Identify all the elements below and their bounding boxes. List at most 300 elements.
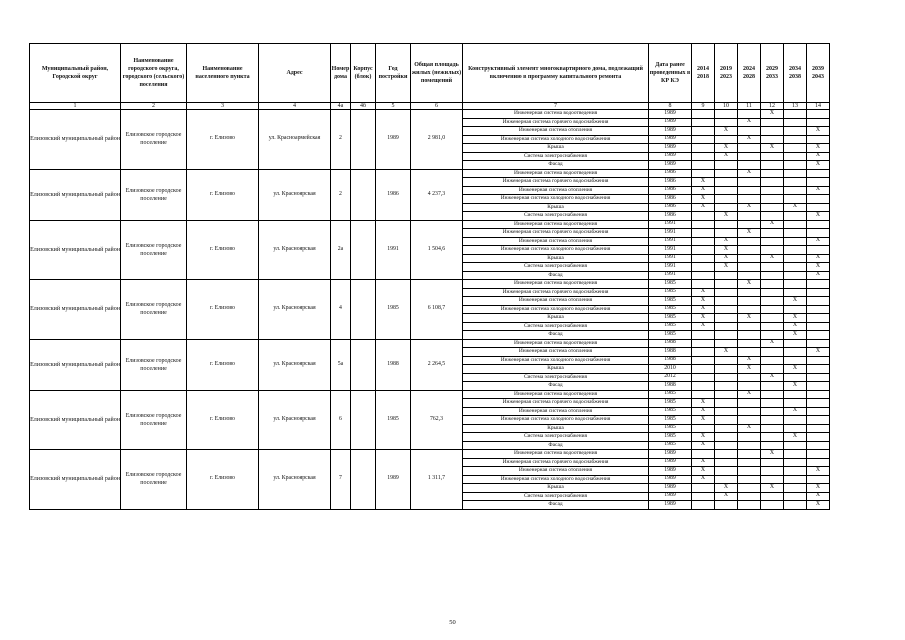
structural-element-cell: Инженерная система отопления: [463, 348, 649, 357]
period-mark-cell: [761, 246, 784, 255]
house-number-cell: 5а: [331, 339, 351, 390]
period-mark-cell: X: [692, 475, 715, 484]
structural-element-cell: Инженерная система водоотведения: [463, 339, 649, 348]
period-mark-cell: [761, 161, 784, 170]
period-mark-cell: [715, 467, 738, 476]
period-mark-cell: [784, 220, 807, 229]
previous-repair-date-cell: 1986: [649, 203, 692, 212]
period-mark-cell: [784, 441, 807, 450]
period-mark-cell: X: [692, 407, 715, 416]
period-mark-cell: [784, 169, 807, 178]
period-mark-cell: [715, 390, 738, 399]
previous-repair-date-cell: 1989: [649, 475, 692, 484]
period-mark-cell: [761, 135, 784, 144]
period-mark-cell: [807, 229, 830, 238]
period-mark-cell: [715, 135, 738, 144]
block-cell: [351, 110, 376, 170]
period-mark-cell: [807, 339, 830, 348]
period-mark-cell: [761, 127, 784, 136]
period-mark-cell: X: [692, 433, 715, 442]
header-period-2024-2028: 2024 2028: [738, 44, 761, 103]
header-area: Общая площадь жилых (нежилых) помещений: [411, 44, 463, 103]
previous-repair-date-cell: 1988: [649, 356, 692, 365]
period-mark-cell: [784, 416, 807, 425]
structural-element-cell: Инженерная система отопления: [463, 407, 649, 416]
previous-repair-date-cell: 1985: [649, 407, 692, 416]
period-mark-cell: [715, 195, 738, 204]
period-mark-cell: X: [692, 441, 715, 450]
column-number: 5: [376, 103, 411, 110]
period-mark-cell: [738, 288, 761, 297]
period-mark-cell: [715, 501, 738, 510]
structural-element-cell: Крыша: [463, 144, 649, 153]
period-mark-cell: [692, 492, 715, 501]
structural-element-cell: Инженерная система водоотведения: [463, 110, 649, 119]
period-mark-cell: [738, 220, 761, 229]
period-mark-cell: X: [738, 356, 761, 365]
structural-element-cell: Инженерная система отопления: [463, 127, 649, 136]
period-mark-cell: X: [692, 195, 715, 204]
house-number-cell: 7: [331, 450, 351, 510]
period-mark-cell: X: [807, 348, 830, 357]
period-mark-cell: [692, 161, 715, 170]
period-mark-cell: X: [738, 169, 761, 178]
house-number-cell: 6: [331, 390, 351, 450]
structural-element-cell: Система электроснабжения: [463, 492, 649, 501]
house-number-cell: 4: [331, 280, 351, 340]
previous-repair-date-cell: 1989: [649, 484, 692, 493]
period-mark-cell: [784, 424, 807, 433]
period-mark-cell: [761, 382, 784, 391]
house-number-cell: 2: [331, 169, 351, 220]
period-mark-cell: [784, 467, 807, 476]
locality-cell: г. Елизово: [187, 220, 259, 280]
period-mark-cell: [761, 458, 784, 467]
build-year-cell: 1988: [376, 339, 411, 390]
period-mark-cell: [715, 305, 738, 314]
previous-repair-date-cell: 1985: [649, 331, 692, 340]
period-mark-cell: [738, 399, 761, 408]
previous-repair-date-cell: 1985: [649, 305, 692, 314]
period-mark-cell: [692, 501, 715, 510]
period-mark-cell: [784, 271, 807, 280]
column-number: 8: [649, 103, 692, 110]
period-mark-cell: X: [692, 288, 715, 297]
structural-element-cell: Система электроснабжения: [463, 152, 649, 161]
period-mark-cell: [692, 254, 715, 263]
area-cell: 762,3: [411, 390, 463, 450]
period-mark-cell: [738, 492, 761, 501]
period-mark-cell: [761, 365, 784, 374]
period-mark-cell: [738, 450, 761, 459]
period-mark-cell: [761, 390, 784, 399]
structural-element-cell: Крыша: [463, 314, 649, 323]
previous-repair-date-cell: 1989: [649, 127, 692, 136]
period-mark-cell: [692, 127, 715, 136]
period-mark-cell: X: [807, 186, 830, 195]
period-mark-cell: [692, 144, 715, 153]
column-number: 12: [761, 103, 784, 110]
period-mark-cell: [807, 178, 830, 187]
period-mark-cell: [807, 322, 830, 331]
period-mark-cell: [807, 195, 830, 204]
previous-repair-date-cell: 1989: [649, 501, 692, 510]
previous-repair-date-cell: 1985: [649, 288, 692, 297]
period-mark-cell: [761, 195, 784, 204]
district-cell: Елизовский муниципальный район: [30, 169, 121, 220]
period-mark-cell: [692, 390, 715, 399]
period-mark-cell: [761, 441, 784, 450]
period-mark-cell: [715, 110, 738, 119]
street-cell: ул. Красноярская: [259, 450, 331, 510]
period-mark-cell: [761, 331, 784, 340]
period-mark-cell: X: [761, 373, 784, 382]
period-mark-cell: [738, 246, 761, 255]
period-mark-cell: X: [738, 280, 761, 289]
table-row: [30, 169, 830, 178]
period-mark-cell: [761, 407, 784, 416]
period-mark-cell: X: [738, 314, 761, 323]
page-number: 50: [449, 619, 456, 626]
previous-repair-date-cell: 1985: [649, 433, 692, 442]
period-mark-cell: X: [784, 314, 807, 323]
period-mark-cell: [692, 220, 715, 229]
structural-element-cell: Инженерная система горячего водоснабжения: [463, 458, 649, 467]
period-mark-cell: [761, 237, 784, 246]
period-mark-cell: [715, 322, 738, 331]
period-mark-cell: [692, 263, 715, 272]
period-mark-cell: [738, 152, 761, 161]
previous-repair-date-cell: 1985: [649, 390, 692, 399]
area-cell: 2 981,0: [411, 110, 463, 170]
period-mark-cell: [784, 195, 807, 204]
period-mark-cell: [807, 203, 830, 212]
period-mark-cell: [761, 169, 784, 178]
period-mark-cell: [692, 229, 715, 238]
column-number: 13: [784, 103, 807, 110]
period-mark-cell: [738, 339, 761, 348]
period-mark-cell: [807, 314, 830, 323]
previous-repair-date-cell: 1986: [649, 195, 692, 204]
period-mark-cell: [784, 144, 807, 153]
period-mark-cell: X: [738, 390, 761, 399]
period-mark-cell: [761, 203, 784, 212]
period-mark-cell: [807, 399, 830, 408]
period-mark-cell: [692, 331, 715, 340]
column-number: 4: [259, 103, 331, 110]
previous-repair-date-cell: 1991: [649, 254, 692, 263]
structural-element-cell: Система электроснабжения: [463, 322, 649, 331]
period-mark-cell: X: [738, 229, 761, 238]
period-mark-cell: [807, 407, 830, 416]
period-mark-cell: [784, 356, 807, 365]
structural-element-cell: Инженерная система горячего водоснабжения: [463, 399, 649, 408]
structural-element-cell: Инженерная система горячего водоснабжения: [463, 178, 649, 187]
structural-element-cell: Инженерная система холодного водоснабжения: [463, 416, 649, 425]
period-mark-cell: [738, 178, 761, 187]
structural-element-cell: Инженерная система горячего водоснабжения: [463, 118, 649, 127]
period-mark-cell: X: [784, 331, 807, 340]
period-mark-cell: X: [807, 144, 830, 153]
previous-repair-date-cell: 1989: [649, 161, 692, 170]
structural-element-cell: Инженерная система водоотведения: [463, 390, 649, 399]
period-mark-cell: [807, 169, 830, 178]
capital-repair-table: [29, 43, 830, 510]
period-mark-cell: [784, 348, 807, 357]
period-mark-cell: [784, 127, 807, 136]
street-cell: ул. Красноармейская: [259, 110, 331, 170]
previous-repair-date-cell: 1988: [649, 382, 692, 391]
period-mark-cell: [784, 254, 807, 263]
period-mark-cell: X: [738, 203, 761, 212]
locality-cell: г. Елизово: [187, 280, 259, 340]
period-mark-cell: X: [692, 314, 715, 323]
period-mark-cell: [761, 305, 784, 314]
period-mark-cell: [807, 288, 830, 297]
period-mark-cell: [738, 382, 761, 391]
period-mark-cell: [738, 331, 761, 340]
period-mark-cell: [692, 246, 715, 255]
period-mark-cell: [784, 373, 807, 382]
period-mark-cell: [738, 297, 761, 306]
period-mark-cell: [715, 458, 738, 467]
settlement-cell: Елизовское городское поселение: [121, 169, 187, 220]
period-mark-cell: [692, 382, 715, 391]
period-mark-cell: [738, 484, 761, 493]
period-mark-cell: [715, 271, 738, 280]
period-mark-cell: X: [738, 365, 761, 374]
period-mark-cell: [715, 280, 738, 289]
column-number-row: [30, 103, 830, 110]
table-row: [30, 220, 830, 229]
block-cell: [351, 280, 376, 340]
street-cell: ул. Красноярская: [259, 339, 331, 390]
period-mark-cell: X: [692, 399, 715, 408]
period-mark-cell: [807, 331, 830, 340]
period-mark-cell: X: [761, 339, 784, 348]
period-mark-cell: [738, 373, 761, 382]
period-mark-cell: [715, 297, 738, 306]
period-mark-cell: [692, 484, 715, 493]
period-mark-cell: X: [761, 484, 784, 493]
period-mark-cell: [784, 152, 807, 161]
period-mark-cell: [784, 229, 807, 238]
period-mark-cell: X: [807, 127, 830, 136]
table-body: [30, 110, 830, 510]
period-mark-cell: [692, 280, 715, 289]
header-row: [30, 44, 830, 103]
period-mark-cell: [761, 356, 784, 365]
period-mark-cell: [738, 237, 761, 246]
previous-repair-date-cell: 2012: [649, 373, 692, 382]
period-mark-cell: [738, 195, 761, 204]
period-mark-cell: [784, 161, 807, 170]
area-cell: 1 504,6: [411, 220, 463, 280]
header-address: Адрес: [259, 44, 331, 103]
period-mark-cell: [807, 373, 830, 382]
period-mark-cell: [761, 322, 784, 331]
period-mark-cell: [738, 186, 761, 195]
period-mark-cell: X: [807, 492, 830, 501]
previous-repair-date-cell: 1989: [649, 492, 692, 501]
street-cell: ул. Красноярская: [259, 390, 331, 450]
street-cell: ул. Красноярская: [259, 169, 331, 220]
period-mark-cell: [807, 305, 830, 314]
period-mark-cell: X: [761, 110, 784, 119]
period-mark-cell: [692, 271, 715, 280]
period-mark-cell: [761, 263, 784, 272]
period-mark-cell: [784, 246, 807, 255]
structural-element-cell: Инженерная система отопления: [463, 186, 649, 195]
period-mark-cell: [738, 348, 761, 357]
previous-repair-date-cell: 1986: [649, 186, 692, 195]
period-mark-cell: [761, 152, 784, 161]
period-mark-cell: X: [784, 322, 807, 331]
column-number: 10: [715, 103, 738, 110]
previous-repair-date-cell: 1989: [649, 118, 692, 127]
period-mark-cell: [738, 127, 761, 136]
period-mark-cell: X: [715, 484, 738, 493]
period-mark-cell: [784, 390, 807, 399]
period-mark-cell: X: [715, 237, 738, 246]
previous-repair-date-cell: 1991: [649, 229, 692, 238]
previous-repair-date-cell: 1985: [649, 322, 692, 331]
area-cell: 1 311,7: [411, 450, 463, 510]
period-mark-cell: [692, 237, 715, 246]
structural-element-cell: Инженерная система водоотведения: [463, 450, 649, 459]
period-mark-cell: X: [715, 212, 738, 221]
period-mark-cell: [761, 280, 784, 289]
header-period-2014-2018: 2014 2018: [692, 44, 715, 103]
header-period-2034-2038: 2034 2038: [784, 44, 807, 103]
period-mark-cell: [761, 229, 784, 238]
period-mark-cell: X: [807, 467, 830, 476]
locality-cell: г. Елизово: [187, 339, 259, 390]
period-mark-cell: X: [761, 220, 784, 229]
period-mark-cell: [784, 280, 807, 289]
settlement-cell: Елизовское городское поселение: [121, 339, 187, 390]
period-mark-cell: [715, 373, 738, 382]
previous-repair-date-cell: 1988: [649, 339, 692, 348]
period-mark-cell: X: [738, 135, 761, 144]
period-mark-cell: [761, 212, 784, 221]
header-period-2019-2023: 2019 2023: [715, 44, 738, 103]
structural-element-cell: Инженерная система водоотведения: [463, 280, 649, 289]
period-mark-cell: [761, 501, 784, 510]
period-mark-cell: [807, 365, 830, 374]
structural-element-cell: Инженерная система холодного водоснабжения: [463, 305, 649, 314]
period-mark-cell: [784, 339, 807, 348]
period-mark-cell: [807, 297, 830, 306]
settlement-cell: Елизовское городское поселение: [121, 110, 187, 170]
period-mark-cell: [738, 441, 761, 450]
structural-element-cell: Инженерная система отопления: [463, 297, 649, 306]
period-mark-cell: [715, 161, 738, 170]
period-mark-cell: X: [715, 152, 738, 161]
period-mark-cell: [784, 118, 807, 127]
period-mark-cell: [715, 331, 738, 340]
table-row: [30, 339, 830, 348]
previous-repair-date-cell: 1989: [649, 135, 692, 144]
structural-element-cell: Крыша: [463, 424, 649, 433]
period-mark-cell: [784, 399, 807, 408]
period-mark-cell: [807, 475, 830, 484]
district-cell: Елизовский муниципальный район: [30, 220, 121, 280]
period-mark-cell: [692, 118, 715, 127]
block-cell: [351, 169, 376, 220]
period-mark-cell: X: [807, 484, 830, 493]
structural-element-cell: Система электроснабжения: [463, 433, 649, 442]
table-row: [30, 450, 830, 459]
period-mark-cell: [715, 118, 738, 127]
period-mark-cell: X: [784, 297, 807, 306]
period-mark-cell: [738, 212, 761, 221]
period-mark-cell: [807, 135, 830, 144]
settlement-cell: Елизовское городское поселение: [121, 220, 187, 280]
period-mark-cell: [692, 348, 715, 357]
period-mark-cell: [761, 475, 784, 484]
period-mark-cell: [692, 152, 715, 161]
period-mark-cell: [715, 229, 738, 238]
period-mark-cell: [738, 305, 761, 314]
street-cell: ул. Красноярская: [259, 280, 331, 340]
build-year-cell: 1985: [376, 280, 411, 340]
period-mark-cell: [715, 356, 738, 365]
period-mark-cell: X: [807, 212, 830, 221]
previous-repair-date-cell: 1989: [649, 450, 692, 459]
period-mark-cell: [738, 467, 761, 476]
period-mark-cell: [784, 263, 807, 272]
column-number: 9: [692, 103, 715, 110]
area-cell: 6 108,7: [411, 280, 463, 340]
structural-element-cell: Крыша: [463, 484, 649, 493]
previous-repair-date-cell: 1989: [649, 467, 692, 476]
block-cell: [351, 220, 376, 280]
period-mark-cell: [692, 356, 715, 365]
previous-repair-date-cell: 1985: [649, 416, 692, 425]
previous-repair-date-cell: 1991: [649, 271, 692, 280]
structural-element-cell: Крыша: [463, 365, 649, 374]
previous-repair-date-cell: 1989: [649, 144, 692, 153]
period-mark-cell: [807, 433, 830, 442]
period-mark-cell: [807, 458, 830, 467]
period-mark-cell: [807, 450, 830, 459]
period-mark-cell: [715, 339, 738, 348]
period-mark-cell: [715, 186, 738, 195]
period-mark-cell: [761, 492, 784, 501]
period-mark-cell: X: [761, 254, 784, 263]
period-mark-cell: [761, 416, 784, 425]
house-number-cell: 2а: [331, 220, 351, 280]
locality-cell: г. Елизово: [187, 110, 259, 170]
period-mark-cell: [807, 356, 830, 365]
previous-repair-date-cell: 1985: [649, 424, 692, 433]
period-mark-cell: [784, 186, 807, 195]
period-mark-cell: [784, 492, 807, 501]
settlement-cell: Елизовское городское поселение: [121, 390, 187, 450]
period-mark-cell: X: [715, 144, 738, 153]
period-mark-cell: [692, 110, 715, 119]
period-mark-cell: [784, 458, 807, 467]
structural-element-cell: Фасад: [463, 382, 649, 391]
period-mark-cell: [807, 424, 830, 433]
header-locality: Наименование населенного пункта: [187, 44, 259, 103]
area-cell: 4 237,3: [411, 169, 463, 220]
period-mark-cell: [807, 246, 830, 255]
previous-repair-date-cell: 1985: [649, 314, 692, 323]
period-mark-cell: X: [807, 161, 830, 170]
period-mark-cell: [692, 339, 715, 348]
